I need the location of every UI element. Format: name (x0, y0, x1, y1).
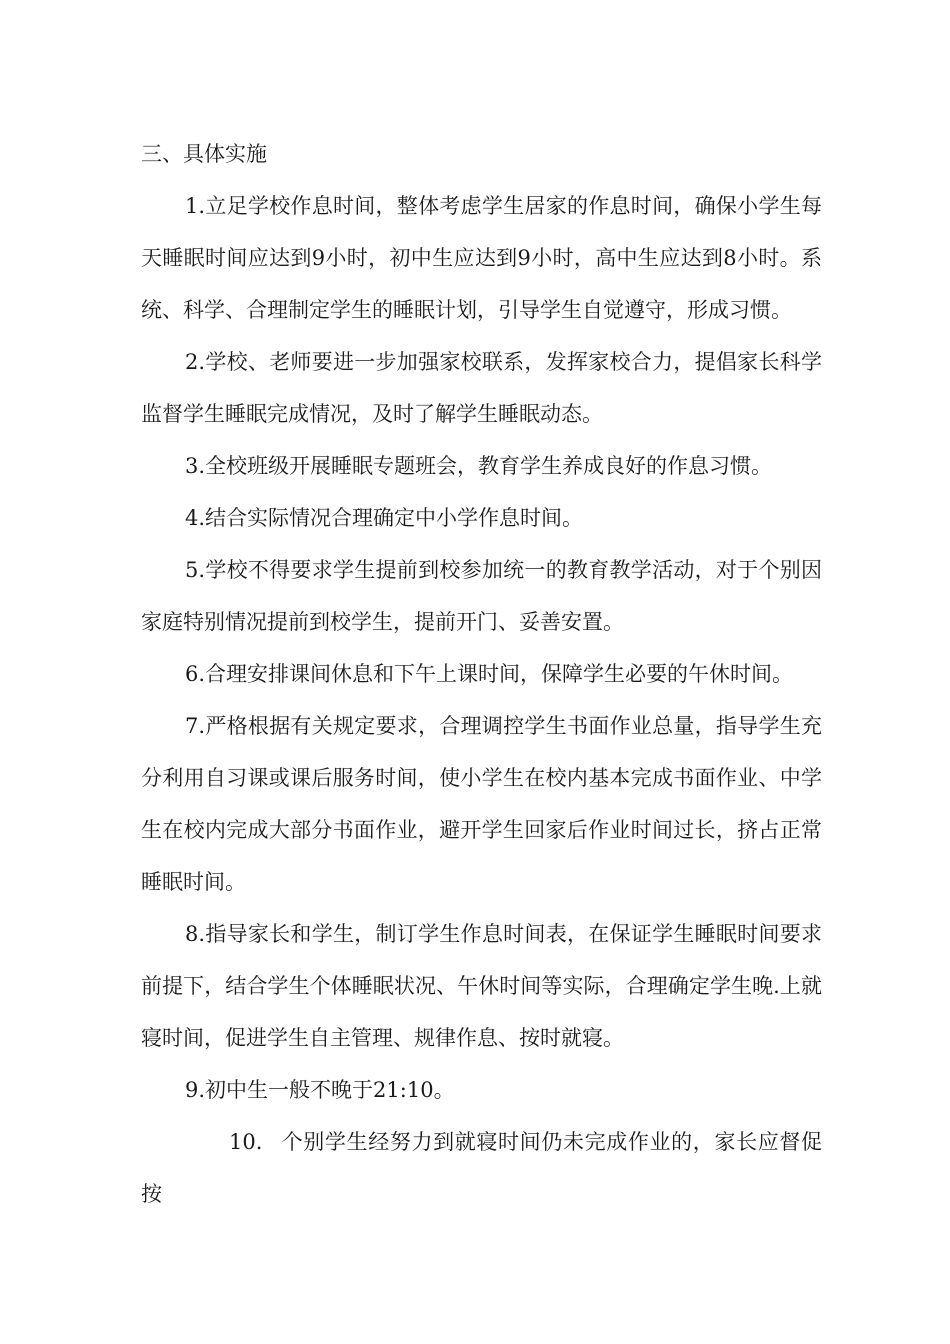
paragraph-4 (141, 492, 822, 544)
paragraph-text: 初中生一般不晚于21:10。 (205, 1078, 455, 1102)
paragraph-number: 9. (185, 1078, 206, 1102)
paragraph-number: 1. (185, 194, 206, 218)
paragraph-text: 严格根据有关规定要求，合理调控学生书面作业总量，指导学生充分利用自习课或课后服务时间，使小学生在校内基本完成书面作业、中学生在校内完成大部分书面作业，避开学生回家后作业时间过长，挤占正常睡眠时间。 (141, 714, 822, 894)
paragraph-text: 立足学校作息时间，整体考虑学生居家的作息时间，确保小学生每天睡眠时间应达到9小时，初中生应达到9小时，高中生应达到8小时。系统、科学、合理制定学生的睡眠计划，引导学生自觉遵守，形成习惯。 (141, 194, 822, 322)
paragraph-8 (141, 908, 822, 1064)
paragraph-number: 2. (185, 350, 206, 374)
paragraph-number: 6. (185, 662, 206, 686)
paragraph-text: 指导家长和学生，制订学生作息时间表，在保证学生睡眠时间要求前提下，结合学生个体睡眠状况、午休时间等实际，合理确定学生晚.上就寝时间，促进学生自主管理、规律作息、按时就寝。 (141, 922, 822, 1050)
paragraph-6 (141, 648, 822, 700)
paragraph-10 (141, 1116, 822, 1220)
paragraph-2 (141, 336, 822, 440)
paragraph-text: 学校、老师要进一步加强家校联系，发挥家校合力，提倡家长科学监督学生睡眠完成情况，及时了解学生睡眠动态。 (141, 350, 822, 426)
paragraph-text: 个别学生经努力到就寝时间仍未完成作业的，家长应督促按 (141, 1130, 822, 1206)
paragraph-text: 合理安排课间休息和下午上课时间，保障学生必要的午休时间。 (205, 662, 794, 686)
paragraph-5 (141, 544, 822, 648)
paragraph-1 (141, 180, 822, 336)
paragraph-number: 5. (185, 558, 206, 582)
paragraph-text: 结合实际情况合理确定中小学作息时间。 (205, 506, 584, 530)
section-heading: 三、具体实施 (141, 142, 267, 166)
paragraph-number: 8. (185, 922, 206, 946)
paragraph-3 (141, 440, 822, 492)
paragraph-7 (141, 700, 822, 908)
paragraph-number: 7. (185, 714, 206, 738)
paragraph-text: 全校班级开展睡眠专题班会，教育学生养成良好的作息习惯。 (205, 454, 773, 478)
paragraph-number: 4. (185, 506, 206, 530)
paragraph-number: 10. (229, 1130, 263, 1154)
paragraph-text: 学校不得要求学生提前到校参加统一的教育教学活动，对于个别因家庭特别情况提前到校学生，提前开门、妥善安置。 (141, 558, 822, 634)
paragraph-number: 3. (185, 454, 206, 478)
paragraph-9 (141, 1064, 822, 1116)
